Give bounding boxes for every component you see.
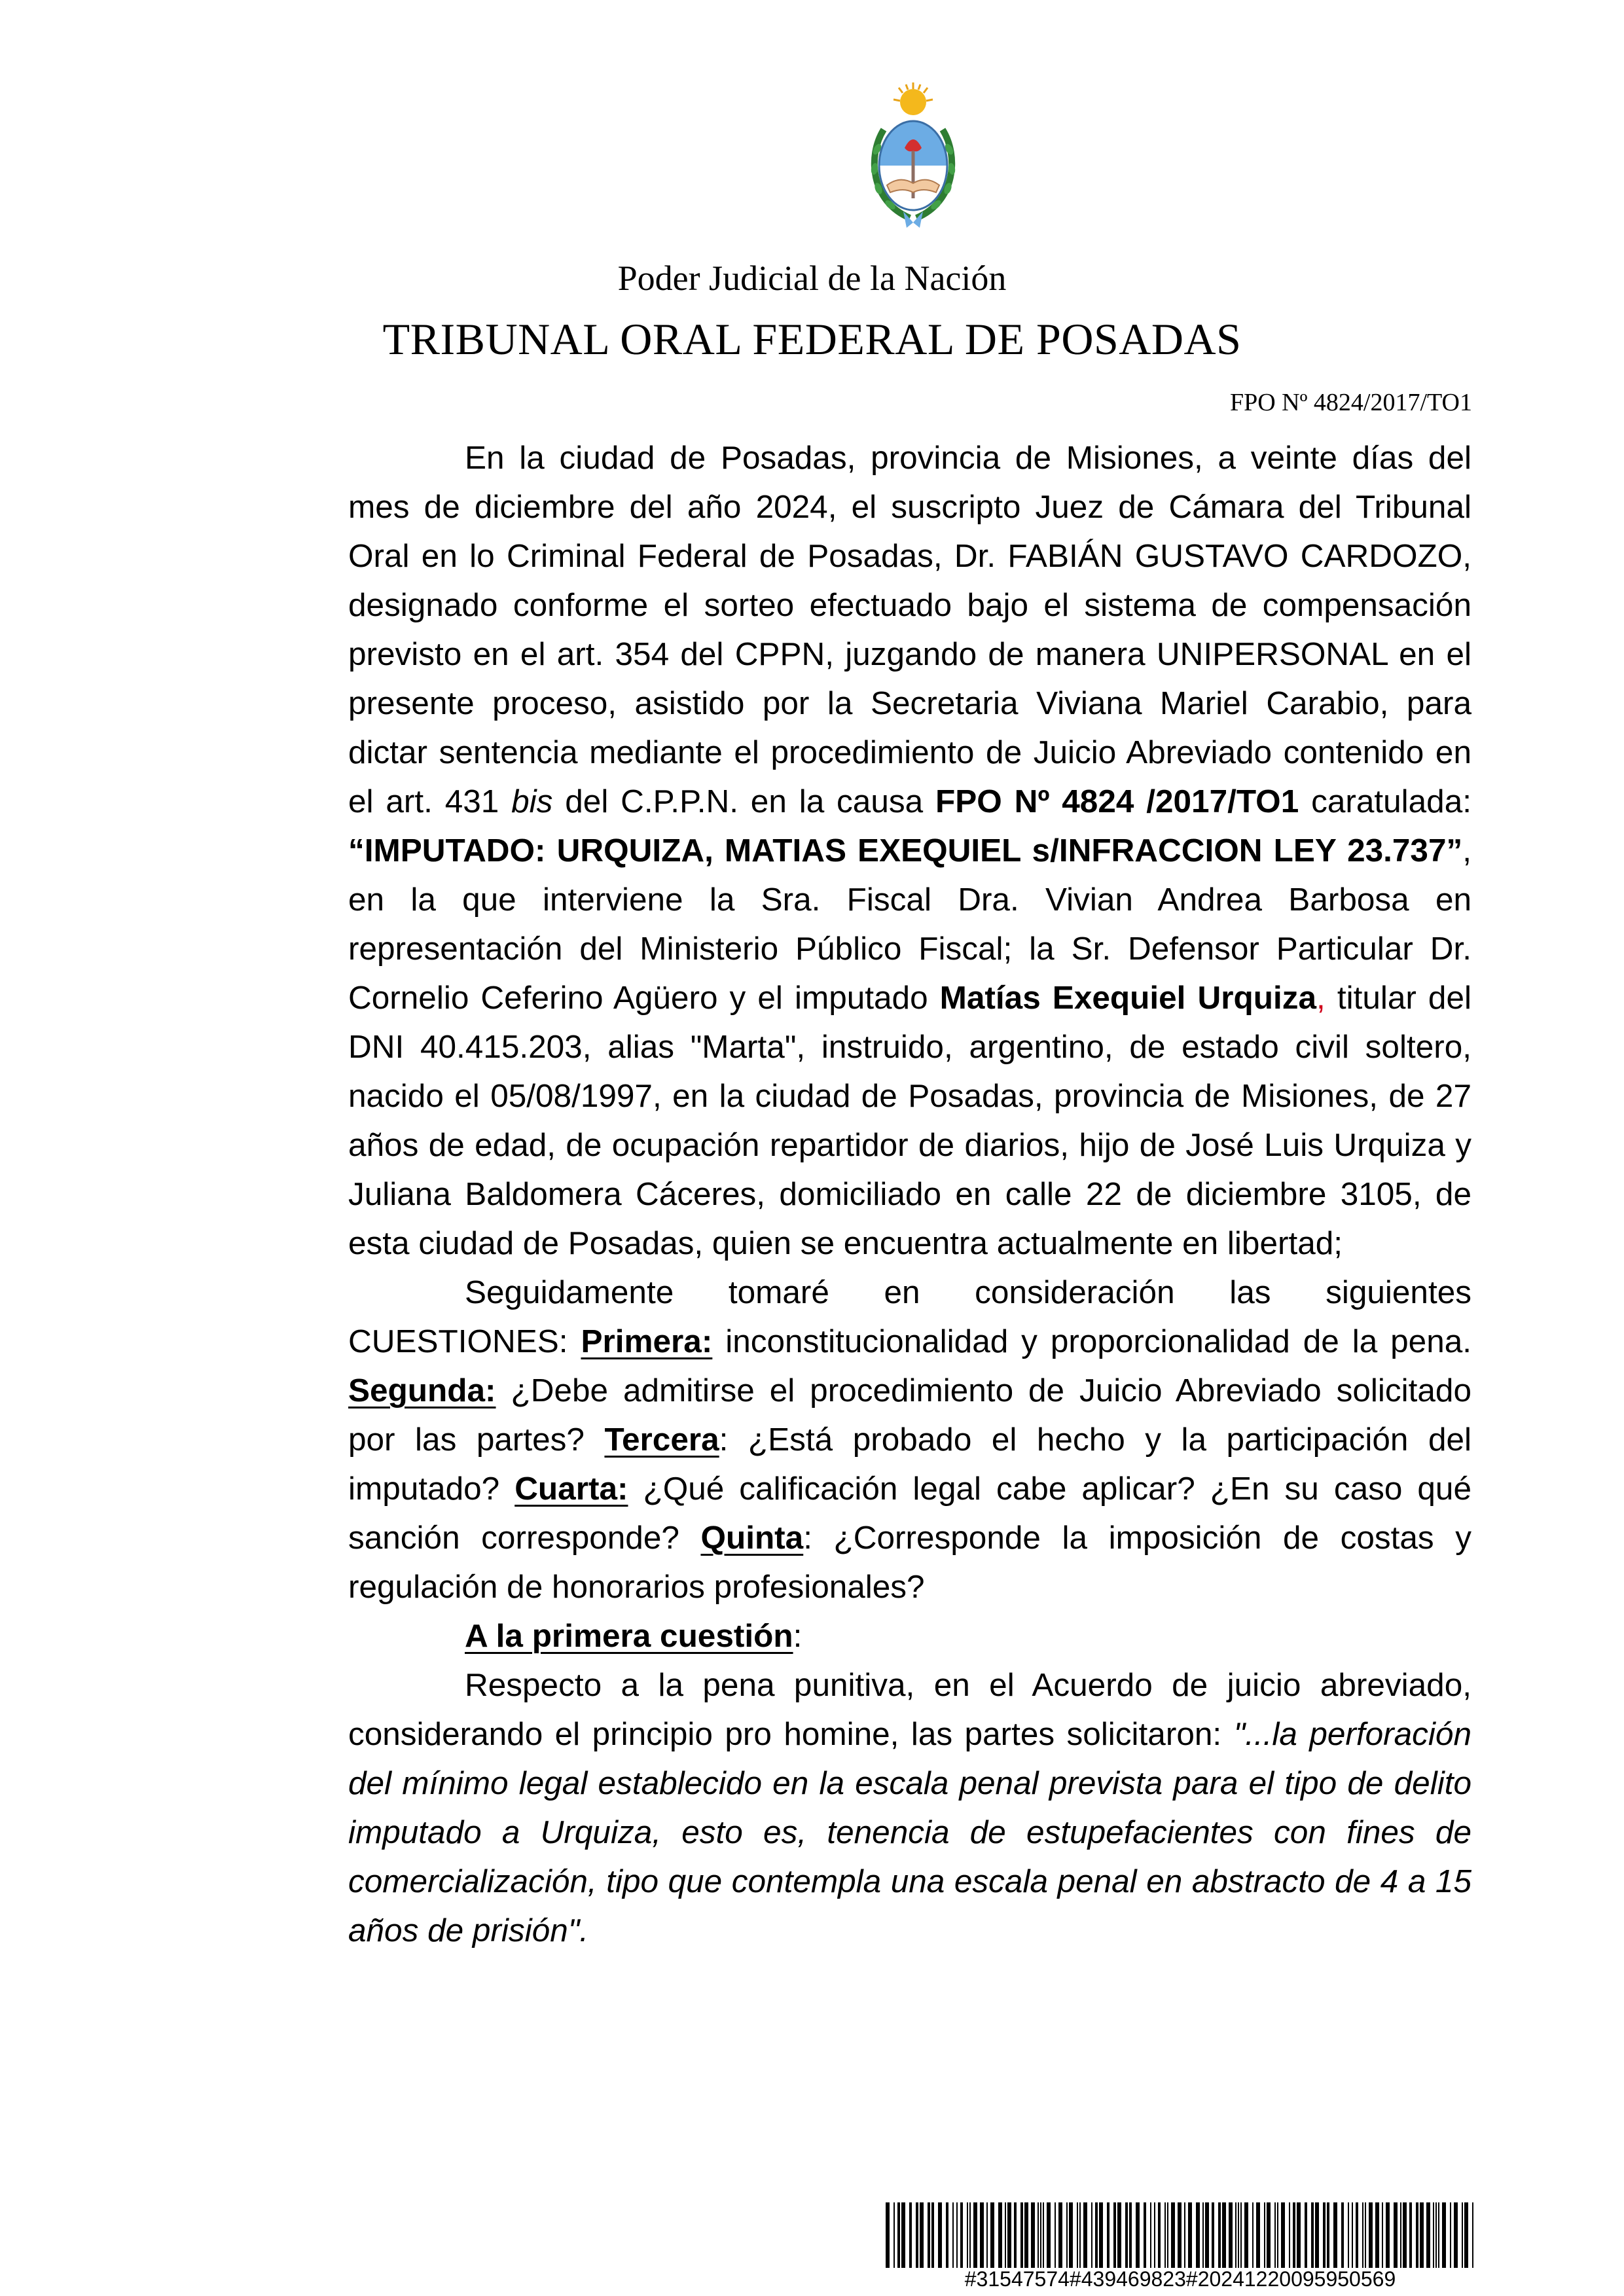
barcode-bar [1117,2202,1121,2268]
question-heading-first: Primera: [581,1323,713,1359]
paragraph-penalty: Respecto a la pena punitiva, en el Acuerdo de juicio abreviado, considerando el principio pro homine, las partes solicitaron: "...la perforación del mínimo legal establecido en la escala penal prevista para el tipo de delito imputado a Urquiza, esto es, tenencia de estupefacientes con fines de comercialización, tipo que contempla una escala penal en abstracto de 4 a 15 años de prisión". [348,1667,1471,1948]
barcode-bar [1426,2202,1430,2268]
barcode-bar [1252,2202,1254,2268]
barcode-bar [1362,2202,1363,2268]
barcode-bar [931,2202,934,2268]
barcode-bar [1327,2202,1329,2268]
barcode-bar [1077,2202,1078,2268]
barcode-bar [956,2202,958,2268]
barcode-bar [1158,2202,1161,2268]
barcode-bar [1171,2202,1175,2268]
barcode-bar [1184,2202,1185,2268]
barcode-bar [1154,2202,1155,2268]
barcode-bar [938,2202,942,2268]
barcode-bar [1167,2202,1168,2268]
barcode-bar [967,2202,968,2268]
barcode-bar [1129,2202,1132,2268]
barcode-bar [1058,2202,1062,2268]
barcode-bar [1442,2202,1446,2268]
question-heading-second: Segunda: [348,1372,496,1408]
barcode-bar [897,2202,900,2268]
court-name: TRIBUNAL ORAL FEDERAL DE POSADAS [382,314,1242,364]
barcode-bar [1382,2202,1383,2268]
barcode-bar [901,2202,905,2268]
barcode-bar [1277,2202,1278,2268]
barcode-bar [1079,2202,1081,2268]
file-reference: FPO Nº 4824/2017/TO1 [1229,389,1472,416]
barcode-bar [1375,2202,1379,2268]
question-heading-third: Tercera [604,1422,719,1458]
barcode-bar [1144,2202,1146,2268]
barcode-bar [1031,2202,1035,2268]
barcode-bar [1164,2202,1166,2268]
barcode-bar [1244,2202,1248,2268]
barcode-bar [1095,2202,1098,2268]
question-heading-fifth: Quinta [700,1520,804,1556]
barcode-bar [1348,2202,1349,2268]
institution-name: Poder Judicial de la Nación [617,259,1007,298]
barcode-bar [1323,2202,1326,2268]
barcode-bar [946,2202,948,2268]
barcode-bar [1218,2202,1221,2268]
barcode-bar [893,2202,895,2268]
barcode-bar [969,2202,971,2268]
defendant-name: Matías Exequiel Urquiza [939,980,1316,1016]
barcode-bar [1369,2202,1373,2268]
section-heading-first-question: A la primera cuestión: [465,1618,803,1654]
barcode-bar [886,2202,890,2268]
barcode-bar [1409,2202,1412,2268]
barcode-bar [1365,2202,1366,2268]
barcode-bar [920,2202,924,2268]
barcode-bar [1178,2202,1182,2268]
barcode-bar [1403,2202,1407,2268]
barcode-bar [1069,2202,1073,2268]
barcode-bar [1099,2202,1103,2268]
barcode-bar [1315,2202,1319,2268]
barcode-bar [1150,2202,1151,2268]
question-heading-fourth: Cuarta: [514,1471,628,1507]
barcode-bar [1464,2202,1468,2268]
barcode-bar [1400,2202,1401,2268]
barcode-bar [1289,2202,1290,2268]
paragraph-questions: Seguidamente tomaré en consideración las siguientes CUESTIONES: Primera: inconstitucionalidad y proporcionalidad de la pena. Segunda: ¿Debe admitirse el procedimiento de Juicio Abreviado solicitado por las partes? Tercera: ¿Está probado el hecho y la participación del imputado? Cuarta: ¿Qué calificación legal cabe aplicar? ¿En su caso qué sanción corresponde? Quinta: ¿Corresponde la imposición de costas y regulación de honorarios profesionales? [348,1274,1472,1605]
barcode-bar [1293,2202,1295,2268]
barcode-bar [1047,2202,1051,2268]
barcode-bar [1136,2202,1140,2268]
barcode-bar [980,2202,984,2268]
barcode-bar [1205,2202,1209,2268]
barcode-bar [1202,2202,1204,2268]
barcode-bar [1274,2202,1276,2268]
barcode-bar [1038,2202,1039,2268]
document-body [348,433,1471,1955]
barcode-bar [1472,2202,1473,2268]
barcode-bar [1024,2202,1028,2268]
barcode-bar [1107,2202,1110,2268]
case-number: FPO Nº 4824 /2017/TO1 [935,783,1299,819]
barcode-bar [1229,2202,1233,2268]
barcode-bar [1333,2202,1337,2268]
barcode-bar [1066,2202,1068,2268]
barcode-bar [998,2202,1002,2268]
barcode-bar [1222,2202,1226,2268]
barcode-bar [1462,2202,1463,2268]
barcode-bar [1188,2202,1192,2268]
barcode-bar [1297,2202,1301,2268]
barcode-bar [1256,2202,1260,2268]
barcode-bar [1040,2202,1041,2268]
barcode-bar [1433,2202,1434,2268]
barcode-bar [1435,2202,1437,2268]
barcode-bar [1014,2202,1017,2268]
barcode-bar [1113,2202,1116,2268]
barcode-bar [1305,2202,1307,2268]
barcode-bar [1055,2202,1056,2268]
barcode-bar [1240,2202,1242,2268]
barcode-bar [909,2202,912,2268]
barcode-bar [1341,2202,1344,2268]
barcode-icon [886,2202,1475,2268]
barcode-number: #31547574#439469823#20241220095950569 [964,2267,1396,2291]
barcode-bar [973,2202,977,2268]
barcode-bar [1264,2202,1265,2268]
barcode-bar [916,2202,918,2268]
barcode-bar [1020,2202,1023,2268]
barcode-bar [1267,2202,1271,2268]
barcode-bar [1005,2202,1006,2268]
barcode-bar [1420,2202,1424,2268]
case-title: “IMPUTADO: URQUIZA, MATIAS EXEQUIEL s/INFRACCION LEY 23.737” [348,833,1463,869]
barcode-bar [1091,2202,1092,2268]
barcode-bar [1043,2202,1044,2268]
barcode-bar [1416,2202,1418,2268]
barcode-bar [1450,2202,1451,2268]
barcode-bar [1125,2202,1128,2268]
barcode-bar [1352,2202,1353,2268]
barcode-bar [990,2202,994,2268]
barcode-bar [960,2202,963,2268]
barcode-bar [1083,2202,1087,2268]
barcode-bar [1212,2202,1214,2268]
barcode-bar [952,2202,954,2268]
paragraph-preamble: En la ciudad de Posadas, provincia de Misiones, a veinte días del mes de diciembre del año 2024, el suscripto Juez de Cámara del Tribunal Oral en lo Criminal Federal de Posadas, Dr. FABIÁN GUSTAVO CARDOZO, designado conforme el sorteo efectuado bajo el sistema de compensación previsto en el art. 354 del CPPN, juzgando de manera UNIPERSONAL en el presente proceso, asistido por la Secretaria Viviana Mariel Carabio, para dictar sentencia mediante el procedimiento de Juicio Abreviado contenido en el art. 431 bis del C.P.P.N. en la causa FPO Nº 4824 /2017/TO1 caratulada: “IMPUTADO: URQUIZA, MATIAS EXEQUIEL s/INFRACCION LEY 23.737”, en la que interviene la Sra. Fiscal Dra. Vivian Andrea Barbosa en representación del Ministerio Público Fiscal; la Sr. Defensor Particular Dr. Cornelio Ceferino Agüero y el imputado Matías Exequiel Urquiza, titular del DNI 40.415.203, alias "Marta", instruido, argentino, de estado civil soltero, nacido el 05/08/1997, en la ciudad de Posadas, provincia de Misiones, de 27 años de edad, de ocupación repartidor de diarios, hijo de José Luis Urquiza y Juliana Baldomera Cáceres, domiciliado en calle 22 de diciembre 3105, de esta ciudad de Posadas, quien se encuentra actualmente en libertad; [348,440,1471,1261]
barcode-bar [1235,2202,1236,2268]
quoted-request: "...la perforación del mínimo legal establecido en la escala penal prevista para el tipo de delito imputado a Urquiza, esto es, tenencia de estupefacientes con fines de comercialización, tipo que contempla una escala penal en abstracto de 4 a 15 años de prisión". [348,1716,1471,1948]
barcode-bar [1311,2202,1314,2268]
barcode-bar [1356,2202,1358,2268]
barcode-bar [986,2202,988,2268]
barcode-bar [1438,2202,1439,2268]
barcode-bar [1007,2202,1011,2268]
barcode-bar [1196,2202,1200,2268]
barcode-bar [1281,2202,1285,2268]
barcode-bar [1386,2202,1390,2268]
barcode-bar [1238,2202,1239,2268]
barcode-bar [1394,2202,1398,2268]
argentina-coat-of-arms-icon [857,77,969,234]
barcode-bar [1454,2202,1458,2268]
barcode-bar [928,2202,930,2268]
